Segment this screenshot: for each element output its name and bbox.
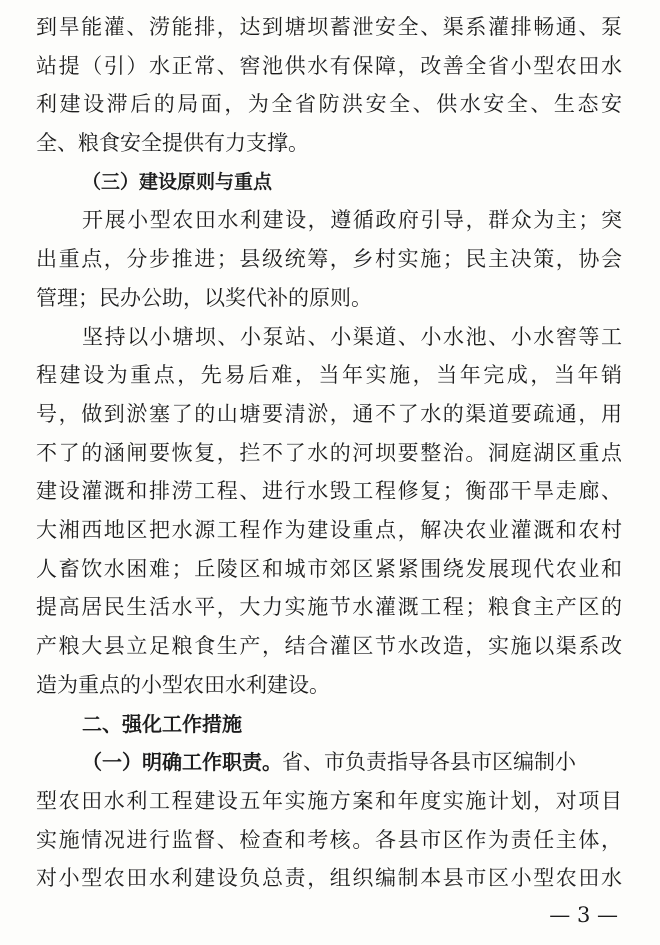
section-heading: （三）建设原则与重点 — [82, 170, 273, 193]
measure-first-line — [0, 743, 660, 782]
text-line: 到旱能灌、涝能排，达到塘坝蓄泄安全、渠系灌排畅通、泵 — [36, 15, 622, 39]
text-line: 管理；民办公助，以奖代补的原则。 — [36, 285, 372, 310]
text-line: 人畜饮水困难；丘陵区和城市郊区紧紧围绕发展现代农业和 — [36, 556, 622, 581]
text-line: 程建设为重点，先易后难，当年实施，当年完成，当年销 — [36, 363, 622, 388]
text-line: 产粮大县立足粮食生产，结合灌区节水改造，实施以渠系改 — [36, 634, 622, 659]
text-line: 大湘西地区把水源工程作为建设重点，解决农业灌溉和农村 — [36, 518, 622, 543]
text-line: 利建设滞后的局面，为全省防洪安全、供水安全、生态安 — [36, 92, 622, 117]
text-line: 站提（引）水正常、窖池供水有保障，改善全省小型农田水 — [36, 53, 622, 78]
page-number: — 3 — — [549, 903, 618, 927]
measure-lead: （一）明确工作职责。 — [82, 750, 282, 775]
text-line: 坚持以小塘坝、小泵站、小渠道、小水池、小水窖等工 — [82, 324, 622, 349]
text-line: 建设灌溉和排涝工程、进行水毁工程修复；衡邵干旱走廊、 — [36, 479, 622, 504]
text-line: 对小型农田水利建设负总责，组织编制本县市区小型农田水 — [36, 866, 622, 891]
text-line: 提高居民生活水平，大力实施节水灌溉工程；粮食主产区的 — [36, 595, 622, 620]
text-line: 开展小型农田水利建设，遵循政府引导，群众为主；突 — [82, 208, 622, 233]
measure-first-line-text: 省、市负责指导各县市区编制小 — [282, 750, 576, 775]
text-line: 号，做到淤塞了的山塘要清淤，通不了水的渠道要疏通，用 — [36, 401, 622, 426]
text-line: 造为重点的小型农田水利建设。 — [36, 672, 330, 697]
text-line: 型农田水利工程建设五年实施方案和年度实施计划，对项目 — [36, 788, 622, 813]
text-line: 出重点，分步推进；县级统筹，乡村实施；民主决策，协会 — [36, 247, 622, 272]
text-line: 不了的涵闸要恢复，拦不了水的河坝要整治。洞庭湖区重点 — [36, 440, 622, 465]
text-line: 全、粮食安全提供有力支撑。 — [36, 131, 309, 156]
text-line: 实施情况进行监督、检查和考核。各县市区作为责任主体， — [36, 827, 622, 852]
part-heading: 二、强化工作措施 — [82, 711, 242, 736]
